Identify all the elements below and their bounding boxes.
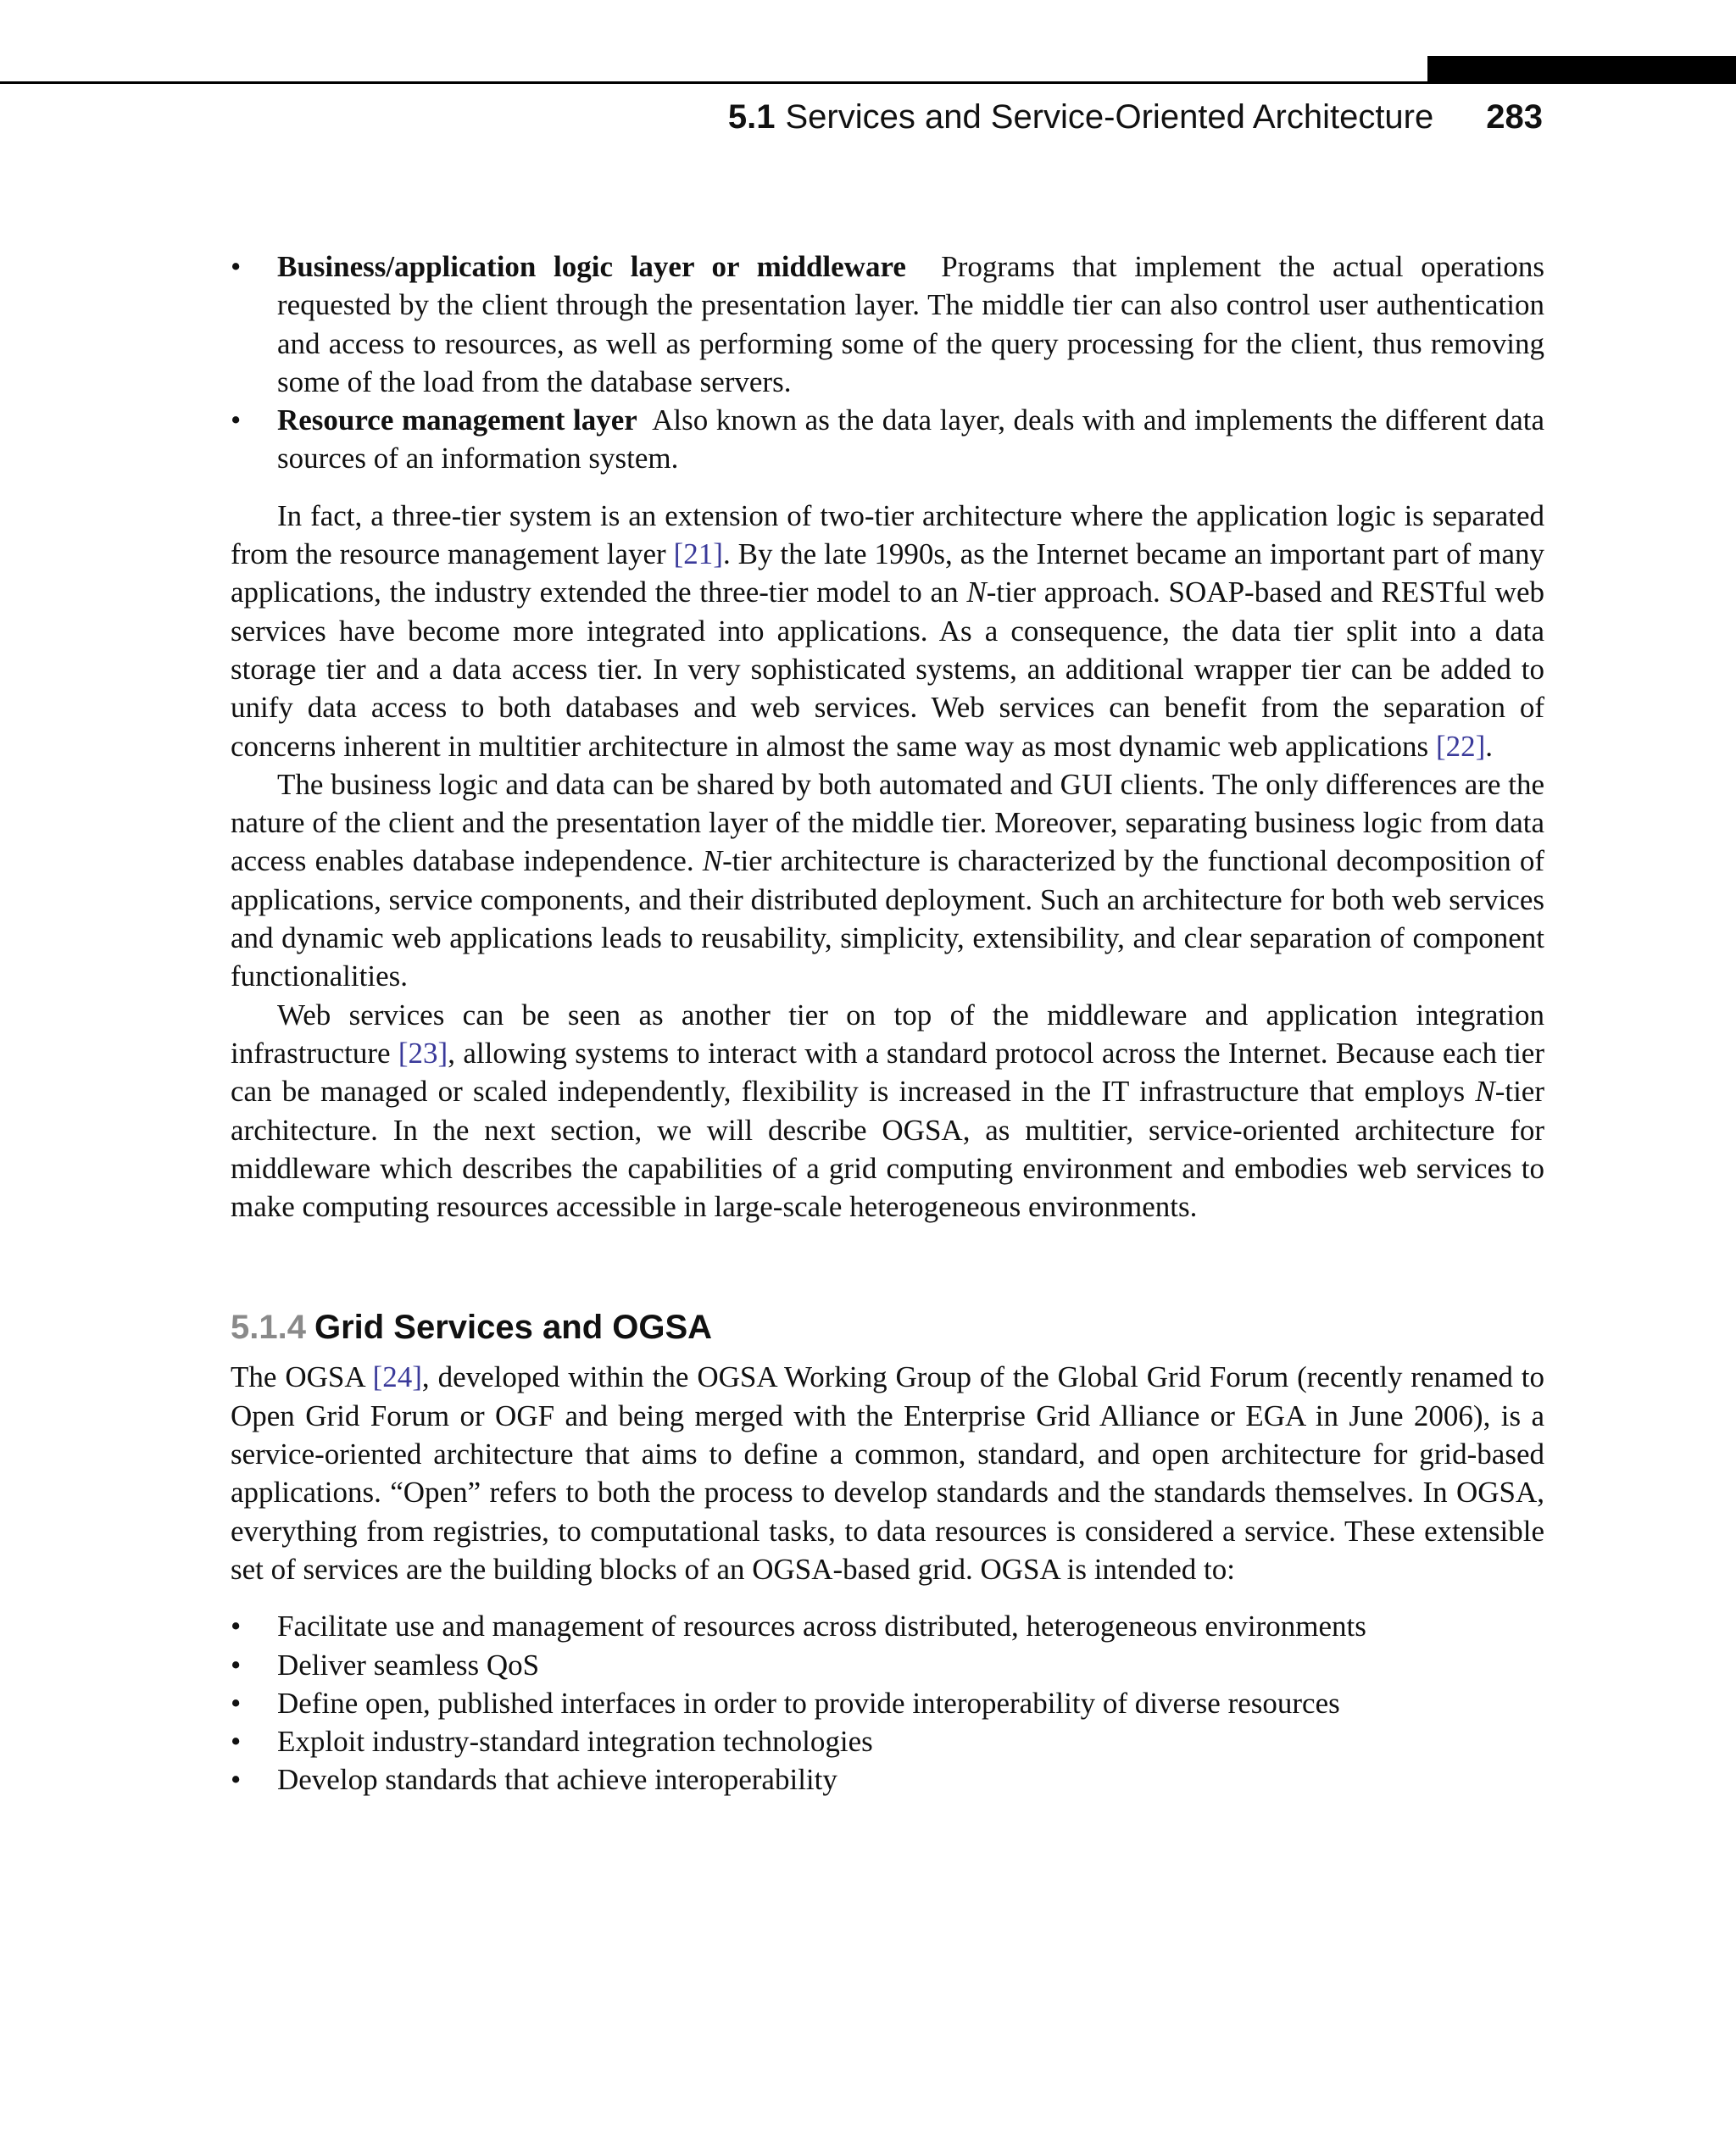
running-head-section-title: Services and Service-Oriented Architecture [785,98,1434,136]
text-run: The OGSA [231,1360,373,1394]
text-run: -tier approach. SOAP-based and RESTful web services have become more integrated into applications. As a consequence, the data tier split into a data storage tier and a data access tier. In very sophisticated systems, an additional wrapper tier can be added to unify data access to both databases and web services. Web services can benefit from the separation of concerns inherent in multitier architecture in almost the same way as most dynamic web applications [231,576,1544,763]
list-item [231,247,1544,401]
paragraph-web-services-tier [231,996,1544,1226]
text-run: -tier architecture is characterized by the functional decomposition of applications, service components, and their distributed deployment. Such an architecture for both web services and dynamic web applications leads to reusability, simplicity, extensibility, and clear separation of component functionalities. [231,844,1544,993]
paragraph-business-logic [231,765,1544,996]
bullet-term: Business/application logic layer or middleware [277,250,906,283]
italic-n: N [1475,1075,1495,1109]
list-item: • Deliver seamless QoS [231,1646,1544,1684]
paragraph-ogsa [231,1358,1544,1588]
citation-link[interactable]: [22] [1435,729,1486,763]
text-run: , developed within the OGSA Working Group of the Global Grid Forum (recently renamed to Open Grid Forum or OGF and being merged with the Enterprise Grid Alliance or EGA in June 2006), is a service-oriented architecture that aims to define a common, standard, and open architecture for grid-based applications. “Open” refers to both the process to develop standards and the standards themselves. In OGSA, everything from registries, to computational tasks, to data resources is considered a service. These extensible set of services are the building blocks of an OGSA-based grid. OGSA is intended to: [231,1360,1544,1586]
text-run: , allowing systems to interact with a standard protocol across the Internet. Because each tier can be managed or scaled independently, flexibility is increased in the IT infrastructure that employs [231,1036,1544,1109]
page-number: 283 [1486,98,1543,136]
list-item: • Develop standards that achieve interoperability [231,1760,1544,1799]
list-item: • Define open, published interfaces in order to provide interoperability of diverse resources [231,1684,1544,1722]
layer-bullet-list [231,247,1544,478]
section-title: Grid Services and OGSA [314,1309,713,1347]
italic-n: N [702,844,723,878]
ogsa-goals-list [231,1607,1544,1799]
section-heading [231,1304,1544,1351]
citation-link[interactable]: [23] [398,1036,448,1070]
section-number: 5.1.4 [231,1309,306,1347]
text-run: . By the late 1990s, as the Internet became an important part of many applications, the industry extended the three-tier model to an [231,537,1545,609]
citation-link[interactable]: [21] [673,537,723,571]
text-run: Web services can be seen as another tier on top of the middleware and application integration infrastructure [231,998,1544,1070]
paragraph-three-tier [231,497,1544,765]
citation-link[interactable]: [24] [372,1360,422,1394]
bullet-text: Also known as the data layer, deals with and implements the different data sources of an information system. [277,403,1544,475]
list-item: • Exploit industry-standard integration technologies [231,1722,1544,1760]
text-run: -tier architecture. In the next section, we will describe OGSA, as multitier, service-oriented architecture for middleware which describes the capabilities of a grid computing environment and embodies web services to make computing resources accessible in large-scale heterogeneous environments. [231,1075,1544,1224]
list-item [231,401,1544,478]
text-run: The business logic and data can be shared by both automated and GUI clients. The only differences are the nature of the client and the presentation layer of the middle tier. Moreover, separating business logic from data access enables database independence. [231,767,1544,878]
bullet-term: Resource management layer [277,403,637,437]
italic-n: N [966,576,987,609]
text-run: In fact, a three-tier system is an extension of two-tier architecture where the application logic is separated from the resource management layer [231,498,1544,571]
header-tab-block [1427,56,1736,84]
text-run: . [1485,729,1493,763]
list-item: • Facilitate use and management of resources across distributed, heterogeneous environments [231,1607,1544,1645]
bullet-text: Programs that implement the actual operations requested by the client through the presentation layer. The middle tier can also control user authentication and access to resources, as well as performing some of the query processing for the client, thus removing some of the load from the database servers. [277,250,1545,398]
running-head [728,93,1543,141]
running-head-section-number: 5.1 [727,98,776,136]
page-body [231,247,1544,1799]
